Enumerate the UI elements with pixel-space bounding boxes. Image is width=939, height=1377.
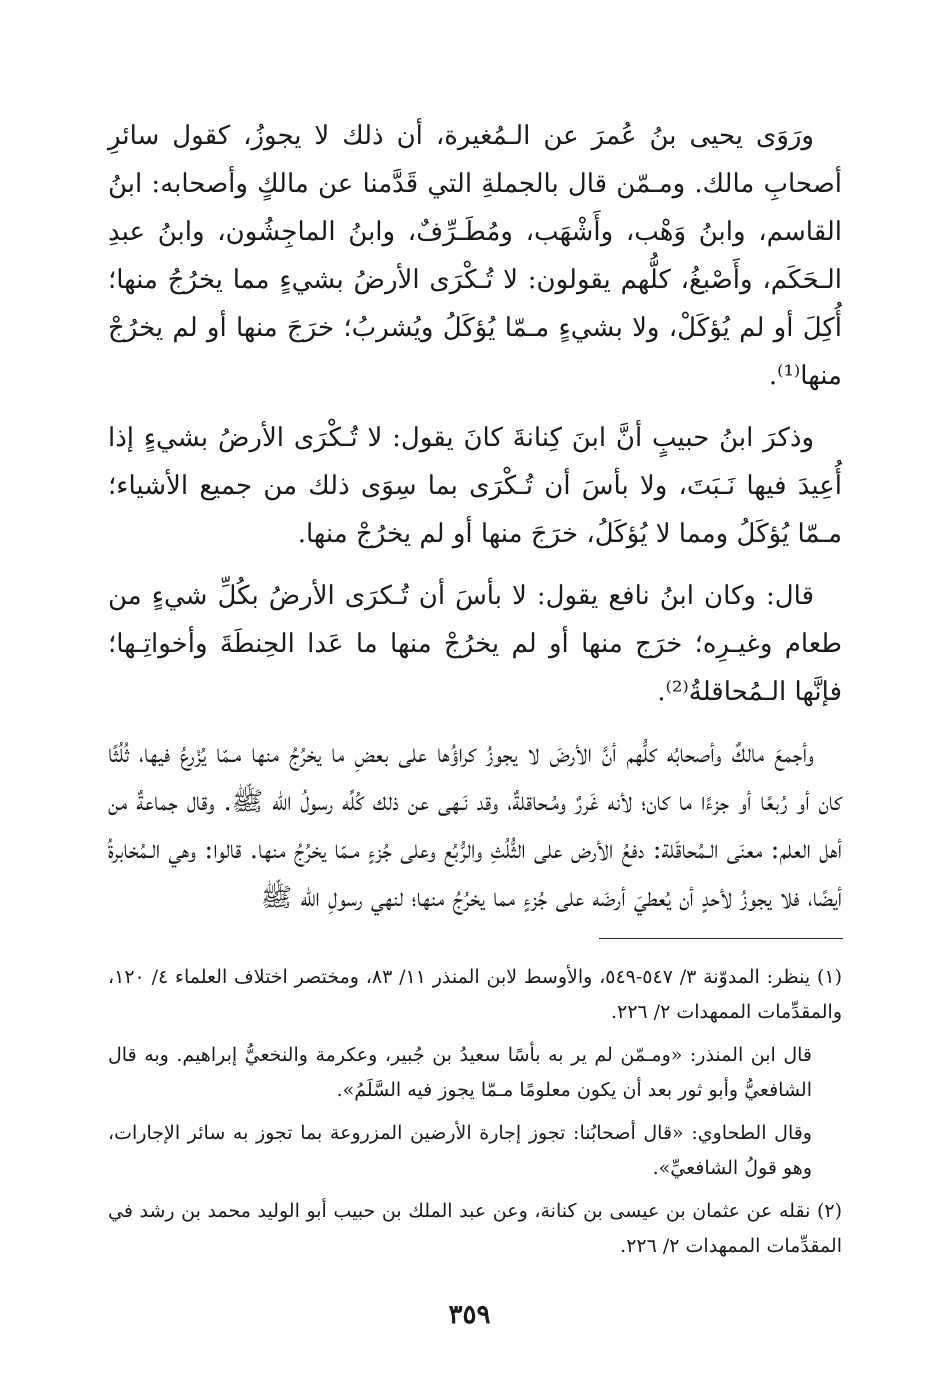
paragraph-4: وأجمعَ مالكٌ وأصحابُه كلُّهم أنَّ الأرضَ لا يجوزُ كراؤُها على بعضِ ما يخرُجُ منها مـمّا يُزْرعُ فيها، ثُلُثًا كان أو رُبعًا أو جزءًا ما كان؛ لأنه غَررٌ ومُـحاقلةٌ، وقد نَـهى عن ذلك كُلِّه رسولُ الله ﷺ. وقال جماعةٌ من أهل العلم: معنَى الـمُحاقَلة: دفعُ الأرض على الثُّلُثِ والرُّبُع وعلى جُزءٍ مـمّا يخرُجُ منها. قالوا: وهي الـمُخابرةُ أيضًا، فلا يجوزُ لأحدٍ أن يُعطيَ أرضَه على جُزءٍ مما يخرُجُ منها؛ لنهي رسولِ الله ﷺ [108, 739, 842, 913]
paragraph-2: وذكرَ ابنُ حبيبٍ أنَّ ابنَ كِنانةَ كانَ يقول: لا تُـكْرَى الأرضُ بشيءٍ إذا أُعِيدَ فيها نَـبَتَ، ولا بأسَ أن تُـكْرَى بما سِوَى ذلك من جميع الأشياء؛ مـمّا يُؤكَلُ ومما لا يُؤكَلُ، خرَجَ منها أو لم يخرُجْ منها. [108, 423, 842, 549]
footnote-2: (٢) نقله عن عثمان بن عيسى بن كنانة، وعن عبد الملك بن حبيب أبو الوليد محمد بن رشد في المقدِّمات الممهدات ٢/ ٢٢٦. [108, 1200, 842, 1257]
footnote-1: (١) ينظر: المدوّنة ٣/ ٥٤٧-٥٤٩، والأوسط لابن المنذر ١١/ ٨٣، ومختصر اختلاف العلماء ٤/ ١٢٠، والمقدِّمات الممهدات ٢/ ٢٢٦. [108, 966, 842, 1023]
footnote-1-ibn-almundhir: قال ابن المنذر: «ومـمّن لم ير به بأسًا سعيدُ بن جُبير، وعكرمة والنخعيُّ إبراهيم. وبه قال الشافعيُّ وأبو ثور بعد أن يكون معلومًا مـمّا يجوز فيه السَّلَمُ». [108, 1044, 812, 1101]
paragraph-3: قال: وكان ابنُ نافع يقول: لا بأسَ أن تُـكرَى الأرضُ بكُلِّ شيءٍ من طعام وغيـرِه؛ خرَج منها أو لم يخرُجْ منها ما عَدا الحِنطَةَ وأخواتِـها؛ فإنَّها الـمُحاقلةُ⁽²⁾. [108, 581, 842, 707]
footnotes [108, 960, 842, 1272]
main-text [108, 112, 842, 936]
footnote-separator [599, 938, 843, 939]
footnote-1-tahawi: وقال الطحاوي: «قال أصحابُنا: تجوز إجارة الأرضين المزروعة بما تجوز به سائر الإجارات، وهو قولُ الشافعيِّ». [108, 1122, 812, 1179]
page-number: ٣٥٩ [448, 1300, 491, 1330]
paragraph-1: ورَوَى يحيى بنُ عُمرَ عن الـمُغيرة، أن ذلك لا يجوزُ، كقول سائرِ أصحابِ مالك. ومـمّن قال بالجملةِ التي قَدَّمنا عن مالكٍ وأصحابه: ابنُ القاسم، وابنُ وَهْب، وأَشْهَب، ومُطَـرِّفٌ، وابنُ الماجِشُون، وابنُ عبدِ الـحَكَم، وأَصْبغُ، كلُّهم يقولون: لا تُـكْرَى الأرضُ بشيءٍ مما يخرُجُ منها؛ أُكِلَ أو لم يُؤكَلْ، ولا بشيءٍ مـمّا يُؤكَلُ ويُشربُ؛ خرَجَ منها أو لم يخرُجْ منها⁽¹⁾. [108, 121, 842, 391]
